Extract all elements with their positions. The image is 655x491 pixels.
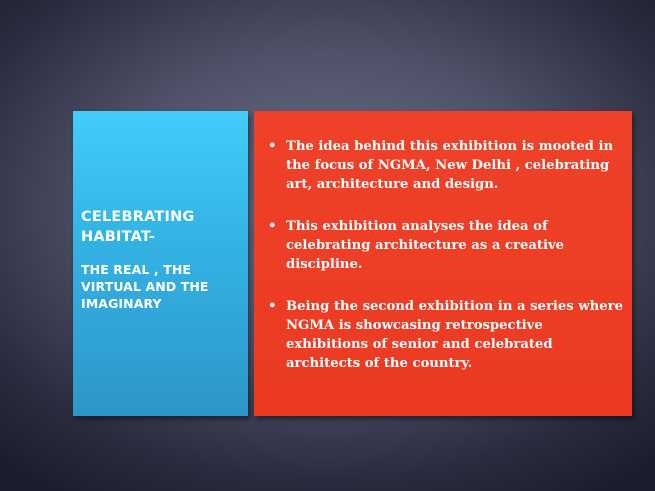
- title-panel: [73, 111, 248, 416]
- slide-title: CELEBRATING HABITAT-: [81, 209, 195, 245]
- bullet-item: [268, 297, 624, 373]
- bullet-text: This exhibition analyses the idea of celebrating architecture as a creative discipline.: [286, 219, 565, 272]
- bullet-icon: •: [268, 219, 277, 234]
- bullet-list: [268, 137, 624, 373]
- slide-subtitle: THE REAL , THE VIRTUAL AND THE IMAGINARY: [81, 262, 209, 311]
- bullet-icon: •: [268, 139, 277, 154]
- bullet-item: [268, 217, 624, 274]
- bullet-text: Being the second exhibition in a series where NGMA is showcasing retrospective exhibitions of senior and celebrated architects of the country.: [286, 299, 623, 371]
- bullet-icon: •: [268, 299, 277, 314]
- bullet-text: The idea behind this exhibition is mooted in the focus of NGMA, New Delhi , celebrating art, architecture and design.: [286, 139, 614, 192]
- content-panel: [254, 111, 632, 416]
- bullet-item: [268, 137, 624, 194]
